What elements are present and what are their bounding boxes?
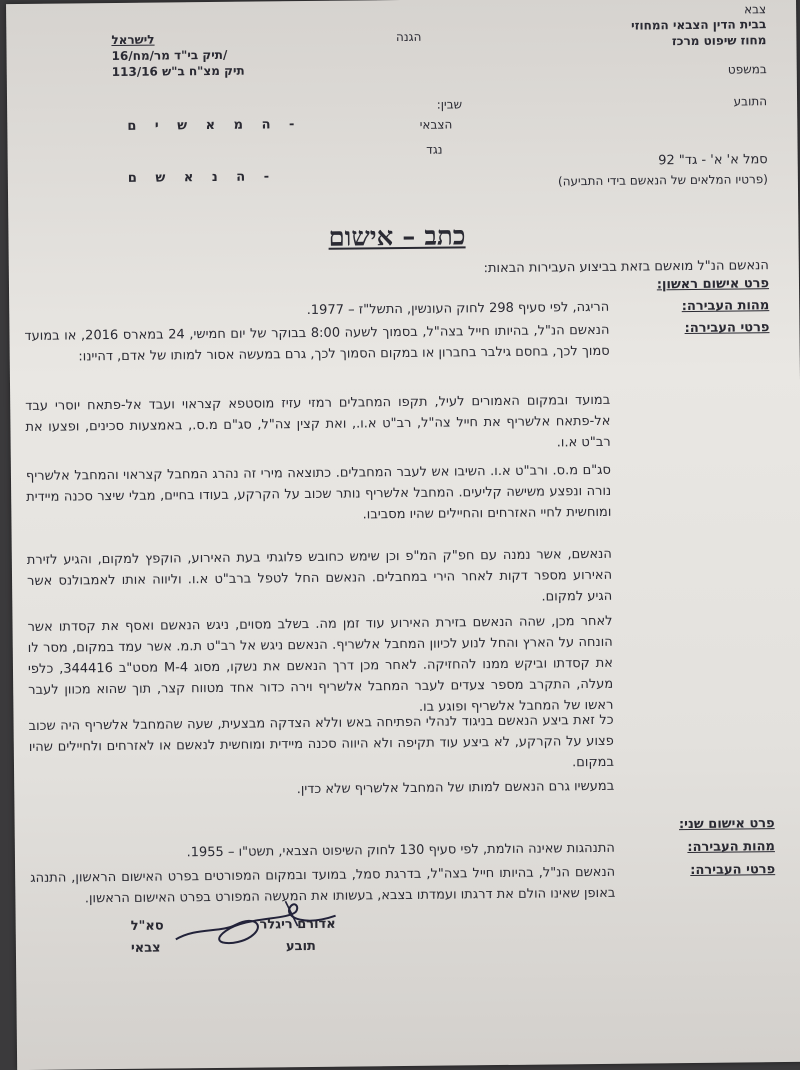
count1-heading: פרט אישום ראשון: [656, 276, 770, 293]
court-district: מחוז שיפוט מרכז [671, 33, 767, 49]
signer-role: תובע [285, 938, 316, 955]
court-name: בבית הדין הצבאי המחוזי [631, 17, 767, 33]
army-label: צבא [743, 2, 767, 17]
against-label: נגד [426, 142, 443, 157]
defendant-rank: סמל א' א' - גד" 92 [658, 152, 768, 169]
count1-paragraph: סג"ם מ.ס. ורב"ט א.ו. השיבו אש לעבר המחבלים. כתוצאה מירי זה נהרג המחבל קצראוי והמחבל אלשריף נורה ונפצע משישה קליעים. המחבל אלשריף נותר שכוב על הקרקע, בעודו בחיים, מבלי שיצר סכנה מיידית ומוחשית לחיי האזרחים והחיילים שהיו מסביבו. [25, 462, 612, 523]
accused-label: - ה נ א ש ם [127, 169, 277, 186]
count1-paragraph: במועד ובמקום האמורים לעיל, תקפו המחבלים רמזי עזיז מוסטפא קצראוי ועבד אל-פתאח יוסרי עבד אל-פתאח אלשריף את חייל צה"ל, רב"ט א.ו., ואת קצין צה"ל, סג"ם מ.ס., באמצעות סכינים, ופצעו את רב"ט א.ו. [25, 392, 611, 451]
police-case-number: תיק מצ"ח ב"ש 113/16 [111, 63, 245, 80]
indictment-document [6, 0, 800, 1070]
count1-paragraph: במעשיו גרם הנאשם למותו של המחבל אלשריף שלא כדין. [296, 778, 615, 798]
count2-details-label: פרטי העבירה: [690, 862, 776, 879]
indictment-intro: הנאשם הנ"ל מואשם בזאת בביצוע העבירות הבאות: [483, 258, 769, 277]
in-trial-label: במשפט [727, 62, 767, 77]
count1-nature-text: הריגה, לפי סעיף 298 לחוק העונשין, התשל"ז – 1977. [306, 299, 610, 319]
between-label: שבין: [436, 97, 463, 112]
count1-paragraph: לאחר מכן, שהה הנאשם בזירת האירוע עוד זמן מה. בשלב מסוים, ניגש הנאשם ואסף את קסדתו אשר הונחה על הארץ והחל לנוע לכיוון המחבל אלשריף. הנאשם ניגש אל רב"ט ת.מ. אשר עמד במקום, מסר לו את קסדתו וביקש ממנו להחזיקה. לאחר מכן דרך הנאשם את נשקו, מסוג M-4 מסט"ב 344416, כלפי מעלה, התקרב מספר צעדים לעבר המחבל אלשריף וירה כדור אחד מטווח קצר, תוך שהוא מכוון לעבר ראשו של המחבל אלשריף ופוגע בו. [27, 613, 614, 715]
count1-details-label: פרטי העבירה: [684, 320, 770, 337]
count1-paragraph: כל זאת ביצע הנאשם בניגוד לנהלי הפתיחה באש וללא הצדקה מבצעית, שעה שהמחבל אלשריף היה שכוב פצוע על הקרקע, לא ביצע עוד תקיפה ולא היווה סכנה מיידית ומוחשית לנאשם או לאזרחים ולחיילים שהיו במקום. [28, 712, 615, 771]
document-title: כתב – אישום [328, 221, 466, 253]
count2-nature-label: מהות העבירה: [687, 839, 775, 856]
count2-nature-text: התנהגות שאינה הולמת, לפי סעיף 130 לחוק השיפוט הצבאי, תשט"ו – 1955. [186, 840, 615, 861]
plaintiff-label: התובע [733, 94, 768, 109]
to-israel-label: לישראל [111, 32, 155, 48]
military-label: הצבאי [419, 117, 453, 132]
defense-label: הגנה [395, 29, 422, 45]
count1-paragraph: הנאשם הנ"ל, בהיותו חייל בצה"ל, בסמוך לשעה 8:00 בבוקר של יום חמישי, 24 במארס 2016, או במועד סמוך לכך, בחסם גילבר בחברון או במקום הסמוך לכך, גרם במעשה אסור למותו של אדם, דהיינו: [24, 322, 610, 365]
signer-name: אדורם ריגלר [259, 916, 336, 933]
count2-paragraph: הנאשם הנ"ל, בהיותו חייל בצה"ל, בדרגת סמל, במועד ובמקום המפורטים בפרט האישום הראשון, התנהג באופן שאינו הולם את דרגתו ועמדתו בצבא, בעשותו את המעשה המפורט בפרט האישום הראשון. [30, 864, 616, 907]
count1-paragraph: הנאשם, אשר נמנה עם חפ"ק המ"פ וכן שימש כחובש פלוגתי בעת האירוע, הוקפץ למקום, והגיע לזירת האירוע מספר דקות לאחר הירי במחבלים. הנאשם החל לטפל ברב"ט א.ו. וליווה אותו לאמבולנס אשר הגיע למקום. [26, 546, 613, 605]
defendant-note: (פרטיו המלאים של הנאשם בידי התביעה) [557, 172, 768, 189]
count2-heading: פרט אישום שני: [678, 816, 775, 833]
count1-nature-label: מהות העבירה: [681, 298, 770, 315]
signer-unit: צבאי [130, 940, 161, 956]
signer-rank: סא"ל [130, 918, 164, 934]
accuser-label: - ה מ א ש י ם [127, 117, 302, 134]
court-case-number: תיק בי"ד מר/מח/16/ [111, 47, 228, 64]
